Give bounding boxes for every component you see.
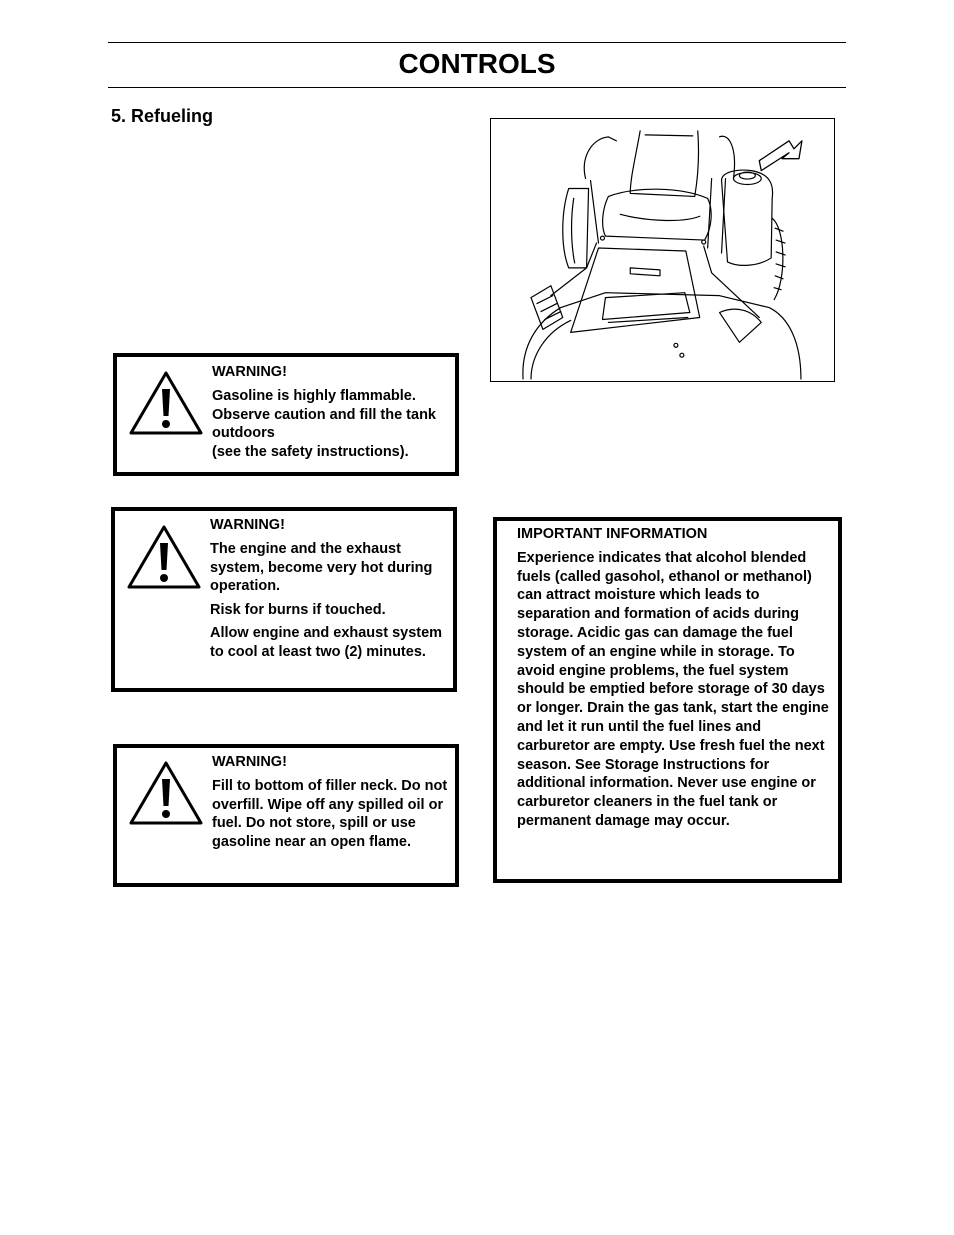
important-text [517,525,832,835]
warning-paragraph: Gasoline is highly flammable. Observe caution and fill the tank outdoors [212,387,436,442]
header-rule-bottom [108,87,846,88]
page-title: CONTROLS [398,48,556,79]
refueling-figure [490,118,835,382]
warning-paragraph: Allow engine and exhaust system to cool at least two (2) minutes. [210,624,443,660]
warning-paragraph: Fill to bottom of filler neck. Do not overfill. Wipe off any spilled oil or fuel. Do not store, spill or use gasoline near an open flame. [212,777,448,851]
warning-paragraph: The engine and the exhaust system, become very hot during operation. [210,540,433,595]
riding-mower-fuel-tank-illustration [491,119,834,381]
warning-paragraph: (see the safety instructions). [212,444,409,461]
warning-title: WARNING! [210,517,285,533]
warning-text [212,753,452,856]
important-body: Experience indicates that alcohol blended fuels (called gasohol, ethanol or methanol) can attract moisture which leads to separation and formation of acids during storage. Acidic gas can damage the fuel system of an engine while in storage. To avoid engine problems, the fuel system should be emptied before storage of 30 days or longer. Drain the gas tank, start the engine and let it run until the fuel lines and carburetor are empty. Use fresh fuel the next season. See Storage Instructions for additional information. Never use engine or carburetor cleaners in the fuel tank or permanent damage may occur. [517,549,829,829]
warning-title: WARNING! [212,364,287,380]
important-information-box [493,517,842,883]
warning-box-overfill [113,744,459,887]
warning-text [212,363,452,462]
exclamation-triangle-icon [125,523,203,591]
warning-paragraph: Risk for burns if touched. [210,601,386,618]
header-rule-top [108,42,846,43]
warning-text [210,516,450,666]
exclamation-triangle-icon [127,369,205,437]
important-title: IMPORTANT INFORMATION [517,526,708,542]
exclamation-triangle-icon [127,759,205,827]
warning-title: WARNING! [212,754,287,770]
warning-box-hot-engine [111,507,457,692]
warning-box-flammable [113,353,459,476]
section-heading: 5. Refueling [111,106,214,126]
